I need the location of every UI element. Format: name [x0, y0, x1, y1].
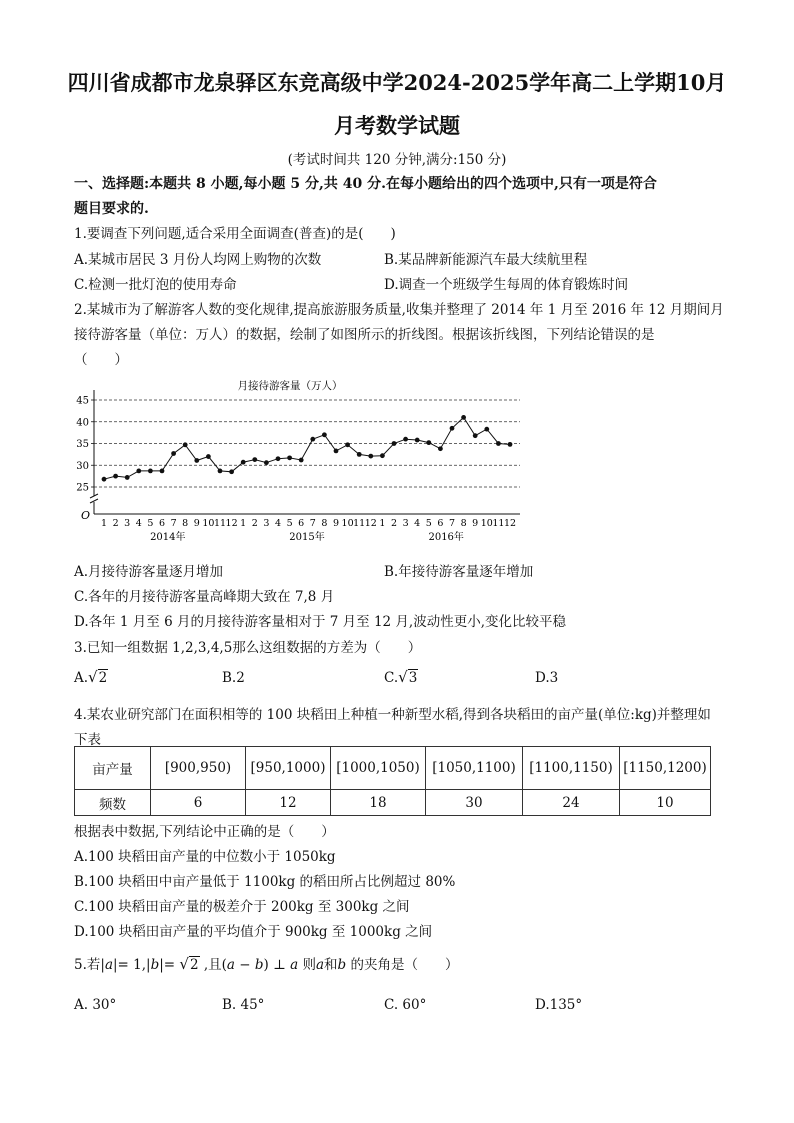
- x-tick-label: 2: [390, 518, 398, 529]
- x-tick-label: 2: [112, 518, 119, 529]
- data-point: [136, 469, 141, 474]
- data-point: [310, 437, 315, 442]
- q5-text: ,且(: [199, 957, 227, 973]
- q4-option-a: A.100 块稻田亩产量的中位数小于 1050kg: [74, 849, 336, 865]
- q5-text: ) ⊥: [263, 957, 291, 973]
- q2-option-a: A.月接待游客量逐月增加: [74, 564, 224, 580]
- chart-title: 月接待游客量（万人）: [237, 380, 343, 392]
- q1-option-b: B.某品牌新能源汽车最大续航里程: [384, 252, 588, 268]
- data-point: [368, 454, 373, 459]
- table-cell: 24: [523, 790, 620, 816]
- data-point: [345, 442, 350, 447]
- chart-axes: [81, 390, 520, 522]
- data-point: [183, 442, 188, 447]
- x-tick-label: 9: [472, 518, 479, 529]
- x-tick-label: 5: [425, 518, 432, 529]
- q5-text: 的夹角是（ ）: [346, 957, 459, 973]
- x-tick-label: 3: [124, 518, 131, 529]
- table-cell: [1050,1100): [426, 747, 523, 790]
- exam-title-line1: 四川省成都市龙泉驿区东竞高级中学2024-2025学年高二上学期10月: [67, 70, 727, 95]
- q4-stem-line2: 下表: [74, 732, 101, 748]
- q3-option-a-radicand: 2: [98, 670, 108, 686]
- x-tick-label: 4: [414, 518, 421, 529]
- table-row: [75, 790, 711, 816]
- x-tick-label: 7: [170, 518, 177, 529]
- q3-option-a-prefix: A.: [74, 670, 89, 686]
- exam-title-line2: 月考数学试题: [334, 113, 460, 138]
- table-header-frequency: 频数: [75, 790, 151, 816]
- data-point: [392, 441, 397, 446]
- x-tick-label: 6: [298, 518, 305, 529]
- x-tick-label: 5: [147, 518, 154, 529]
- q5-option-c: C. 60°: [384, 997, 427, 1013]
- data-point: [473, 433, 478, 438]
- x-tick-label: 7: [309, 518, 316, 529]
- vector-a: a: [226, 957, 235, 973]
- series-line: [104, 417, 510, 479]
- table-cell: 18: [331, 790, 426, 816]
- data-point: [125, 475, 130, 480]
- data-point: [113, 474, 118, 479]
- year-label: 2015年: [289, 532, 325, 543]
- y-tick-label: 30: [76, 460, 89, 472]
- x-tick-label: 2: [251, 518, 258, 529]
- x-tick-label: 3: [402, 518, 409, 529]
- x-tick-label: 9: [332, 518, 340, 529]
- x-tick-label: 6: [437, 518, 444, 529]
- chart-grid: [94, 400, 520, 487]
- x-tick-label: 9: [193, 518, 200, 529]
- x-tick-label: 8: [182, 518, 189, 529]
- q3-option-d: D.3: [535, 670, 559, 686]
- q5-text: −: [234, 957, 255, 973]
- data-point: [450, 426, 455, 431]
- x-tick-label: 11: [353, 518, 366, 529]
- vector-a: a: [104, 957, 113, 973]
- data-point: [438, 446, 443, 451]
- data-point: [276, 456, 281, 461]
- yield-frequency-table: [74, 746, 711, 816]
- q5-text: 和: [324, 957, 338, 973]
- x-tick-label: 4: [135, 518, 142, 529]
- q5-option-b: B. 45°: [222, 997, 265, 1013]
- data-point: [357, 452, 362, 457]
- table-cell: [1150,1200): [620, 747, 711, 790]
- x-tick-label: 3: [263, 518, 270, 529]
- year-label: 2016年: [428, 532, 464, 543]
- x-tick-label: 10: [341, 518, 354, 529]
- q5-option-a: A. 30°: [74, 997, 117, 1013]
- data-point: [218, 469, 223, 474]
- data-point: [380, 453, 385, 458]
- data-point: [171, 451, 176, 456]
- table-header-yield: 亩产量: [75, 747, 151, 790]
- data-point: [206, 454, 211, 459]
- section-heading-line2: 题目要求的.: [74, 201, 149, 217]
- vector-a: a: [315, 957, 325, 973]
- x-tick-label: 10: [202, 518, 215, 529]
- data-point: [484, 427, 489, 432]
- q5-text: |= 1,|: [113, 957, 151, 973]
- x-tick-label: 11: [213, 518, 227, 529]
- q4-option-c: C.100 块稻田亩产量的极差介于 200kg 至 300kg 之间: [74, 899, 410, 915]
- q3-option-c-prefix: C.: [384, 670, 399, 686]
- section-heading-line1: 一、选择题:本题共 8 小题,每小题 5 分,共 40 分.在每小题给出的四个选项中,只有一项是符合: [74, 176, 657, 192]
- table-cell: 12: [246, 790, 331, 816]
- table-cell: 6: [151, 790, 246, 816]
- data-point: [334, 448, 339, 453]
- q5-radicand: 2: [189, 957, 199, 973]
- data-point: [194, 458, 199, 463]
- chart-year-labels: [150, 530, 464, 543]
- x-tick-label: 8: [321, 518, 328, 529]
- data-point: [160, 469, 165, 474]
- x-tick-label: 5: [286, 518, 293, 529]
- table-cell: 10: [620, 790, 711, 816]
- q2-stem-line1: 2.某城市为了解游客人数的变化规律,提高旅游服务质量,收集并整理了 2014 年 1 月至 2016 年 12 月期间月: [74, 302, 724, 318]
- x-tick-label: 1: [379, 518, 386, 529]
- q1-option-d: D.调查一个班级学生每周的体育锻炼时间: [384, 277, 629, 293]
- q5-text: |=: [159, 957, 180, 973]
- x-tick-label: 12: [225, 518, 238, 529]
- table-cell: [1100,1150): [523, 747, 620, 790]
- y-tick-label: 25: [76, 482, 89, 494]
- data-point: [403, 437, 408, 442]
- sqrt-symbol: √: [398, 668, 408, 686]
- q3-option-a: [74, 668, 108, 686]
- table-cell: [900,950): [151, 747, 246, 790]
- vector-b: b: [150, 957, 160, 973]
- chart-y-ticks: [76, 396, 94, 494]
- data-point: [102, 477, 107, 482]
- x-tick-label: 12: [503, 518, 517, 529]
- y-tick-label: 35: [76, 439, 89, 450]
- table-cell: 30: [426, 790, 523, 816]
- q3-stem: 3.已知一组数据 1,2,3,4,5那么这组数据的方差为（ ）: [74, 640, 422, 656]
- y-tick-label: 45: [76, 395, 89, 407]
- data-point: [229, 469, 234, 474]
- vector-b: b: [337, 957, 347, 973]
- year-label: 2014年: [150, 532, 186, 543]
- data-point: [287, 455, 292, 460]
- x-tick-label: 1: [240, 518, 247, 529]
- data-point: [496, 441, 501, 446]
- table-cell: [950,1000): [246, 747, 331, 790]
- data-point: [415, 438, 420, 443]
- x-tick-label: 6: [158, 518, 166, 529]
- data-point: [299, 458, 304, 463]
- q4-option-d: D.100 块稻田亩产量的平均值介于 900kg 至 1000kg 之间: [74, 924, 433, 940]
- q2-stem-line2: 接待游客量（单位：万人）的数据，绘制了如图所示的折线图。根据该折线图，下列结论错误的是: [74, 327, 655, 343]
- origin-label: O: [81, 509, 91, 522]
- x-tick-label: 12: [364, 518, 377, 529]
- chart-series: [102, 415, 513, 482]
- q4-stem-line1: 4.某农业研究部门在面积相等的 100 块稻田上种植一种新型水稻,得到各块稻田的亩产量(单位:kg)并整理如: [74, 707, 711, 723]
- vector-b: b: [254, 957, 264, 973]
- q1-option-a: A.某城市居民 3 月份人均网上购物的次数: [74, 252, 322, 268]
- q2-option-d: D.各年 1 月至 6 月的月接待游客量相对于 7 月至 12 月,波动性更小,变化比较平稳: [74, 614, 566, 630]
- sqrt-symbol: √: [88, 668, 98, 686]
- x-tick-label: 4: [274, 518, 282, 529]
- q5-text: 则: [298, 957, 316, 973]
- data-point: [264, 460, 269, 465]
- q2-option-c: C.各年的月接待游客量高峰期大致在 7,8 月: [74, 589, 335, 605]
- q3-option-c: [384, 668, 418, 686]
- q5-stem: [74, 953, 458, 973]
- data-point: [241, 460, 246, 465]
- x-tick-label: 7: [448, 518, 456, 529]
- exam-subtitle: (考试时间共 120 分钟,满分:150 分): [287, 152, 507, 168]
- x-tick-label: 8: [460, 518, 467, 529]
- q4-after-table: 根据表中数据,下列结论中正确的是（ ）: [74, 824, 335, 840]
- x-tick-label: 11: [492, 518, 505, 529]
- q1-stem: 1.要调查下列问题,适合采用全面调查(普查)的是( ): [74, 226, 396, 242]
- q2-stem-line3: （ ）: [74, 352, 128, 368]
- chart-x-ticks: [101, 518, 516, 529]
- table-row: [75, 747, 711, 790]
- data-point: [461, 415, 466, 420]
- q5-text: 5.若|: [74, 957, 105, 973]
- data-point: [508, 442, 513, 447]
- q1-option-c: C.检测一批灯泡的使用寿命: [74, 277, 237, 293]
- q4-option-b: B.100 块稻田中亩产量低于 1100kg 的稻田所占比例超过 80%: [74, 874, 456, 890]
- data-point: [426, 440, 431, 445]
- table-cell: [1000,1050): [331, 747, 426, 790]
- y-tick-label: 40: [76, 417, 89, 429]
- q3-option-c-radicand: 3: [408, 670, 418, 686]
- visitor-line-chart: [72, 374, 532, 544]
- q2-option-b: B.年接待游客量逐年增加: [384, 564, 534, 580]
- data-point: [252, 457, 257, 462]
- x-tick-label: 1: [100, 518, 108, 529]
- q3-option-b: B.2: [222, 670, 245, 686]
- data-point: [148, 469, 153, 474]
- q5-option-d: D.135°: [535, 997, 583, 1013]
- data-point: [322, 432, 327, 437]
- vector-a: a: [290, 957, 299, 973]
- x-tick-label: 10: [480, 518, 493, 529]
- sqrt-symbol: √: [179, 955, 189, 973]
